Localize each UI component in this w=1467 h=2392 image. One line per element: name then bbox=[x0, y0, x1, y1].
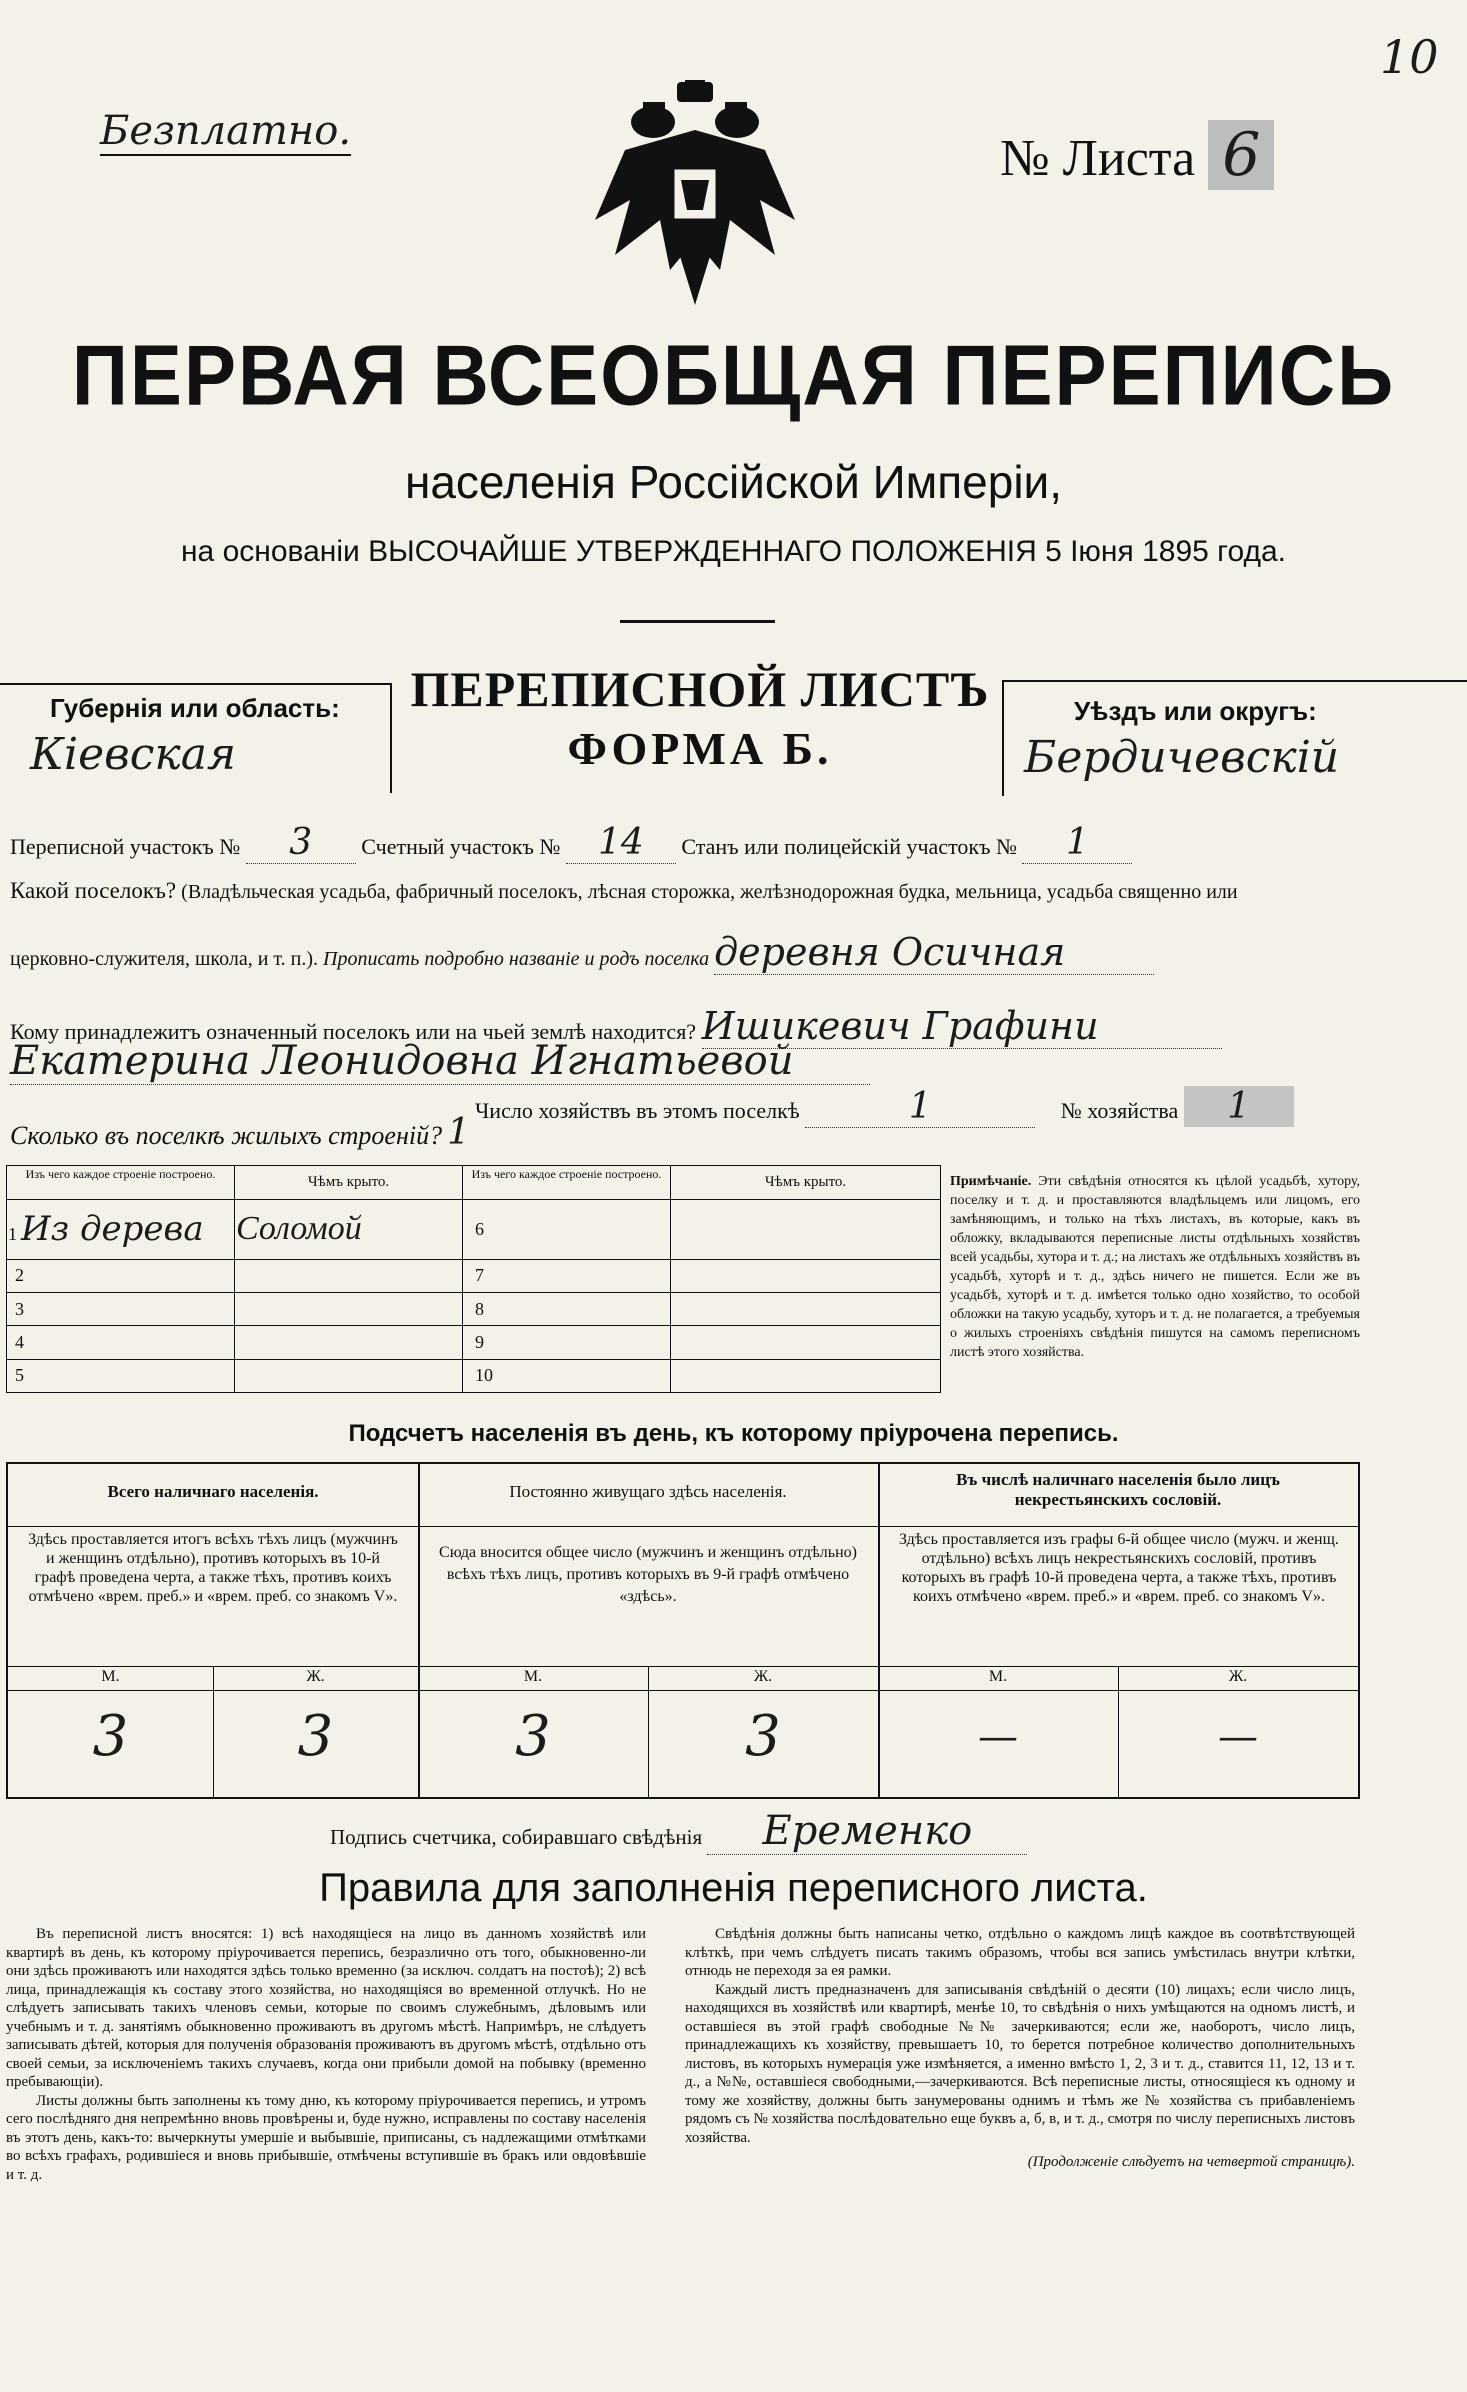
rules-right-p2: Каждый листъ предназначенъ для записыванія свѣдѣній о десяти (10) лицахъ; если число лицъ, находящихся въ хозяйствѣ или квартирѣ, менѣе 10, то свѣдѣнія о нихъ умѣщаются на одномъ листѣ, и оставшіеся въ этой графѣ свободные №№ зачеркиваются; если же, наоборотъ, число лицъ, принадлежащихъ къ хозяйству, превышаетъ 10, то берется потребное количество дополнительныхъ листовъ, въ которыхъ нумерація уже измѣняется, а именно вмѣсто 1, 2, 3 и т. д., ставится 11, 12, 13 и т. д., а №№, оставшіеся свободными,—зачеркиваются. Всѣ переписные листы, относящіеся къ одному и тому же хозяйству, должны быть занумерованы однимъ и тѣмъ же № хозяйства съ прибавленіемъ рядомъ съ № хозяйства послѣдовательно еще буквъ а, б, в, и т. д., смотря по числу переписныхъ листовъ хозяйства. bbox=[685, 1981, 1355, 2146]
row-number: 2 bbox=[7, 1259, 235, 1292]
sheet-number bbox=[1000, 120, 1274, 190]
roof-cell bbox=[235, 1259, 463, 1292]
roof-cell bbox=[235, 1359, 463, 1392]
coat-of-arms-icon bbox=[585, 80, 805, 310]
table-row bbox=[7, 1326, 941, 1359]
m-label: М. bbox=[988, 1668, 1008, 1685]
col-roof-header-2: Чѣмъ крыто. bbox=[671, 1166, 941, 1200]
household-no-value: 1 bbox=[1184, 1086, 1294, 1127]
roof-cell bbox=[671, 1259, 941, 1292]
table-row bbox=[7, 1359, 941, 1392]
rules-left-p2: Листы должны быть заполнены къ тому дню, къ которому пріурочивается перепись, и утромъ сего послѣдняго дня непремѣнно вновь провѣрены и, буде нужно, исправлены по составу населенія въ этотъ день, какъ-то: вычеркнуты умершіе и выбывшіе, приписаны, съ надлежащими отмѣтками во всѣхъ графахъ, родившіеся и вновь прибывшіе, отмѣчены вступившіе въ бракъ или овдовѣвшіе и т. д. bbox=[6, 2092, 646, 2183]
row-number: 8 bbox=[463, 1293, 671, 1326]
owner-question: Кому принадлежитъ означенный поселокъ или на чьей землѣ находится? bbox=[10, 1019, 697, 1044]
settlement-question: Какой поселокъ? bbox=[10, 878, 177, 903]
divider bbox=[620, 620, 775, 623]
roof-cell: Соломой bbox=[235, 1200, 463, 1260]
rules-left bbox=[6, 1925, 646, 2184]
roof-cell bbox=[671, 1200, 941, 1260]
gubernia-label: Губернія или область: bbox=[50, 693, 340, 723]
households-value: 1 bbox=[805, 1086, 1035, 1128]
col-roof-header: Чѣмъ крыто. bbox=[235, 1166, 463, 1200]
signature-line bbox=[330, 1808, 1027, 1855]
sheet-title: ПЕРЕПИСНОЙ ЛИСТЪ bbox=[410, 661, 990, 717]
sheet-number-value: 6 bbox=[1208, 120, 1274, 190]
rules-right-p1: Свѣдѣнія должны быть написаны четко, отдѣльно о каждомъ лицѣ каждое въ соотвѣтствующей клѣткѣ, при чемъ слѣдуетъ писать такимъ образомъ, чтобы вся запись умѣстилась внутри клѣтки, отнюдь не переходя за ея рамки. bbox=[685, 1926, 1355, 1979]
rules-left-p1: Въ переписной листъ вносятся: 1) всѣ находящіеся на лицо въ данномъ хозяйствѣ или квартирѣ въ день, къ которому пріурочивается перепись, безразлично отъ того, обыкновенно-ли они здѣсь проживаютъ или находятся здѣсь только временно (за исключ. солдатъ на постоѣ); 2) всѣ лица, принадлежащія къ составу этого хозяйства, но находящіяся во временной отлучкѣ. Но не слѣдуетъ записывать такихъ членовъ семьи, которые по своимъ служебнымъ, дѣловымъ или учебнымъ и т. д. занятіямъ обыкновенно проживаютъ въ другомъ мѣстѣ. Напримѣръ, не слѣдуетъ записывать дѣтей, которыя для полученія образованія проживаютъ въ другомъ мѣстѣ, отдѣльно отъ своей семьи, за исключеніемъ такихъ случаевъ, когда они прибыли домой на побывку (временно пребывающіи). bbox=[6, 1926, 646, 2090]
rules-right bbox=[685, 1925, 1355, 2172]
settlement-hint-3: Прописать подробно названіе и родъ поселка bbox=[323, 948, 710, 970]
corner-mark: 10 bbox=[1380, 30, 1439, 84]
table-row bbox=[7, 1259, 941, 1292]
settlement-value: деревня Осичная bbox=[714, 930, 1154, 975]
stan-value: 1 bbox=[1022, 822, 1132, 864]
col3-desc: Здѣсь проставляется изъ графы 6-й общее число (мужч. и женщ. отдѣльно) всѣхъ лицъ некрестьянскихъ сословій, противъ которыхъ въ графѣ 10-й проведена черта, а также тѣхъ, противъ коихъ отмѣчено «врем. преб.» и «врем. преб. со знакомъ V». bbox=[899, 1531, 1339, 1605]
count-district-value: 14 bbox=[566, 822, 676, 864]
page-title: ПЕРВАЯ ВСЕОБЩАЯ ПЕРЕПИСЬ bbox=[71, 326, 1396, 424]
roof-cell bbox=[671, 1326, 941, 1359]
row-number: 6 bbox=[463, 1200, 671, 1260]
col-material-header: Изъ чего каждое строеніе построено. bbox=[7, 1166, 235, 1200]
stan-label: Станъ или полицейскій участокъ № bbox=[681, 834, 1017, 859]
owner-value-1: Ишикевич Графини bbox=[702, 1004, 1222, 1049]
value-cell: 3 bbox=[297, 1704, 334, 1769]
settlement-line-2 bbox=[10, 930, 1154, 975]
f-label: Ж. bbox=[1228, 1668, 1248, 1685]
household-no-label: № хозяйства bbox=[1060, 1098, 1179, 1123]
uezd-box bbox=[1002, 680, 1467, 796]
district-line bbox=[10, 822, 1132, 864]
row-number: 10 bbox=[463, 1359, 671, 1392]
page-subtitle: населенія Россійской Имперіи, bbox=[404, 456, 1063, 508]
row-number: 1 bbox=[8, 1224, 17, 1245]
table-row bbox=[7, 1293, 941, 1326]
population-table bbox=[6, 1462, 1360, 1799]
value-cell: — bbox=[978, 1714, 1018, 1760]
value-cell: 3 bbox=[92, 1704, 129, 1769]
census-district-value: 3 bbox=[246, 822, 356, 864]
census-district-label: Переписной участокъ № bbox=[10, 834, 241, 859]
note bbox=[950, 1172, 1360, 1362]
col-material-header-2: Изъ чего каждое строеніе построено. bbox=[463, 1166, 671, 1200]
gubernia-box bbox=[0, 683, 392, 793]
households-line bbox=[475, 1086, 1294, 1128]
count-district-label: Счетный участокъ № bbox=[361, 834, 561, 859]
row-number: 4 bbox=[7, 1326, 235, 1359]
col1-title: Всего наличнаго населенія. bbox=[107, 1482, 319, 1501]
roof-cell bbox=[235, 1326, 463, 1359]
row-number: 9 bbox=[463, 1326, 671, 1359]
form-label: ФОРМА Б. bbox=[567, 723, 833, 774]
settlement-hint: (Владѣльческая усадьба, фабричный поселокъ, лѣсная сторожка, желѣзнодорожная будка, мельница, усадьба священно или bbox=[181, 881, 1238, 903]
signature-value: Еременко bbox=[707, 1808, 1027, 1855]
rules-title: Правила для заполненія переписного листа. bbox=[319, 1866, 1148, 1910]
roof-cell bbox=[671, 1359, 941, 1392]
m-label: М. bbox=[523, 1668, 543, 1685]
buildings-table bbox=[6, 1165, 941, 1393]
buildings-line bbox=[10, 1112, 470, 1153]
households-label: Число хозяйствъ въ этомъ поселкѣ bbox=[475, 1098, 800, 1123]
col2-desc: Сюда вносится общее число (мужчинъ и женщинъ отдѣльно) всѣхъ тѣхъ лицъ, противъ которыхъ въ 9-й графѣ отмѣчено «здѣсь». bbox=[439, 1544, 857, 1605]
row-number: 3 bbox=[7, 1293, 235, 1326]
f-label: Ж. bbox=[753, 1668, 773, 1685]
settlement-line bbox=[10, 878, 1450, 904]
value-cell: 3 bbox=[515, 1704, 551, 1769]
sheet-number-label: № Листа bbox=[1000, 130, 1196, 187]
note-title: Примѣчаніе. bbox=[950, 1174, 1032, 1189]
value-cell: 3 bbox=[745, 1704, 781, 1769]
material-cell: Из дерева bbox=[21, 1209, 204, 1250]
uezd-value: Бердичевскій bbox=[1024, 732, 1340, 783]
signature-label: Подпись счетчика, собиравшаго свѣдѣнія bbox=[330, 1825, 703, 1849]
roof-cell bbox=[235, 1293, 463, 1326]
buildings-value: 1 bbox=[447, 1112, 471, 1153]
settlement-hint-2: церковно-служителя, школа, и т. п.). bbox=[10, 948, 318, 970]
row-number: 5 bbox=[7, 1359, 235, 1392]
note-text: Эти свѣдѣнія относятся къ цѣлой усадьбѣ, хутору, поселку и т. д. и проставляются владѣльцемъ или лицомъ, его замѣняющимъ, и только на тѣхъ листахъ, въ которые, какъ въ обложку, вкладываются переписные листы отдѣльныхъ хозяйствъ всей усадьбы, хутора и т. д.; на листахъ же отдѣльныхъ хозяйствъ въ усадьбѣ, хуторѣ и т. д., здѣсь ничего не пишется. Если же въ усадьбѣ, хуторѣ и т. д. имѣется только одно хозяйство, то особой обложки на такую усадьбу, хуторъ и т. д. не полагается, а требуемыя о жилыхъ строеніяхъ свѣдѣнія пишутся на самомъ переписномъ листѣ этого хозяйства. bbox=[950, 1174, 1361, 1360]
value-cell: — bbox=[1218, 1714, 1258, 1760]
f-label: Ж. bbox=[306, 1668, 325, 1685]
m-label: М. bbox=[101, 1668, 120, 1685]
row-number: 7 bbox=[463, 1259, 671, 1292]
rules-continued: (Продолженіе слѣдуетъ на четвертой страницѣ). bbox=[1027, 2154, 1355, 2170]
free-label: Безплатно. bbox=[100, 108, 352, 154]
table-row bbox=[7, 1200, 941, 1260]
buildings-question: Сколько въ поселкѣ жилыхъ строеній? bbox=[10, 1121, 443, 1150]
population-heading: Подсчетъ населенія въ день, къ которому пріурочена перепись. bbox=[348, 1420, 1119, 1447]
basis-line: на основаніи ВЫСОЧАЙШЕ УТВЕРЖДЕННАГО ПОЛОЖЕНІЯ 5 Іюня 1895 года. bbox=[180, 535, 1286, 568]
owner-value-2: Екатерина Леонидовна Игнатьевой bbox=[10, 1038, 870, 1085]
uezd-label: Уѣздъ или округъ: bbox=[1074, 696, 1317, 726]
col2-title: Постоянно живущаго здѣсь населенія. bbox=[509, 1482, 787, 1501]
gubernia-value: Кіевская bbox=[30, 729, 237, 780]
roof-cell bbox=[671, 1293, 941, 1326]
col1-desc: Здѣсь проставляется итогъ всѣхъ тѣхъ лицъ (мужчинъ и женщинъ отдѣльно), противъ которыхъ въ 10-й графѣ проведена черта, а также тѣхъ, противъ коихъ отмѣчено «врем. преб.» и «врем. преб. со знакомъ V». bbox=[28, 1531, 398, 1605]
col3-title: Въ числѣ наличнаго населенія было лицъ некрестьянскихъ сословій. bbox=[956, 1470, 1280, 1509]
